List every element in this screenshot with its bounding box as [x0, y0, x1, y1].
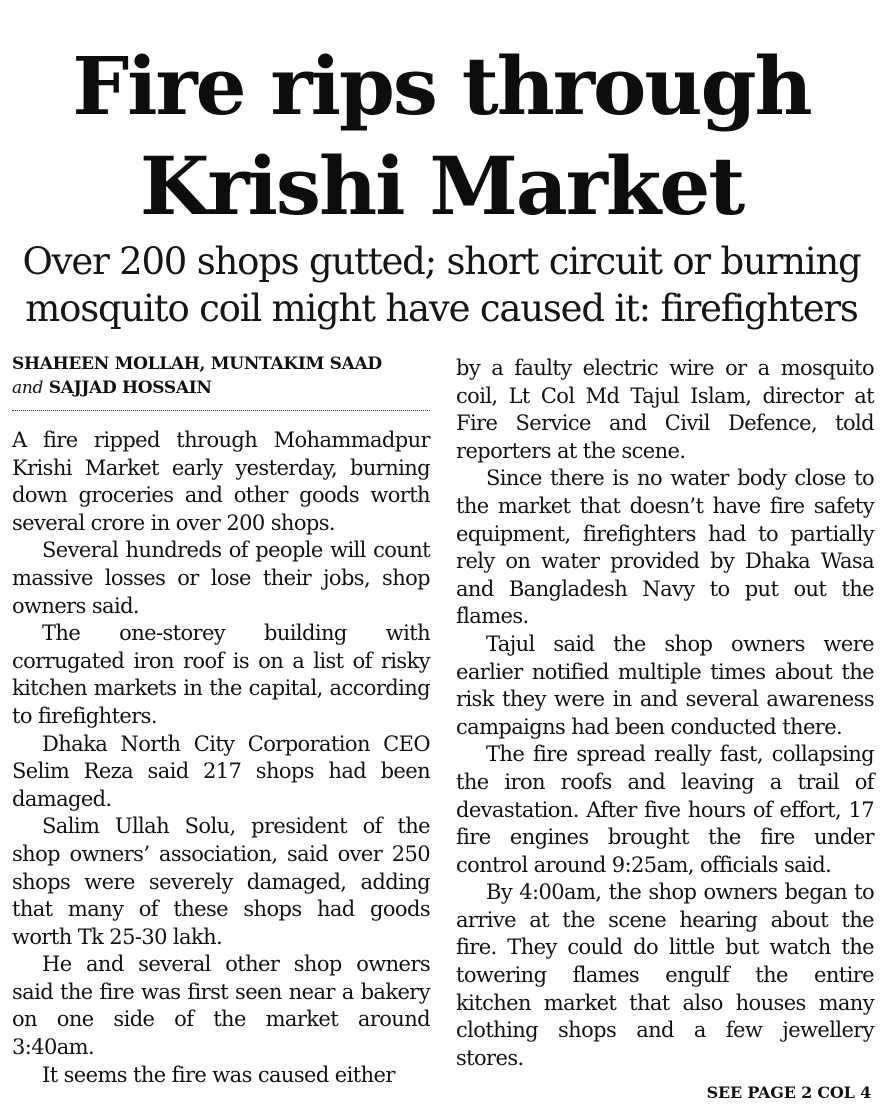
paragraph: Since there is no water body close to the market that doesn’t have fire safety equipment, firefighters had to partially rely on water provided by Dhaka Wasa and Bangladesh Navy to put out the flames. — [456, 466, 874, 629]
headline — [0, 36, 883, 236]
subheadline — [0, 238, 883, 332]
paragraph: Salim Ullah Solu, president of the shop owners’ association, said over 250 shops were severely damaged, adding that many of these shops had goods worth Tk 25-30 lakh. — [12, 814, 430, 949]
article-column-right — [456, 355, 874, 1072]
paragraph: Several hundreds of people will count massive losses or lose their jobs, shop owners said. — [12, 538, 430, 618]
byline-conjunction: and — [12, 378, 44, 398]
subheadline-line-2: mosquito coil might have caused it: firefighters — [25, 287, 858, 330]
paragraph: by a faulty electric wire or a mosquito coil, Lt Col Md Tajul Islam, director at Fire Service and Civil Defence, told reporters at the scene. — [456, 356, 874, 463]
byline-author-3: SAJJAD HOSSAIN — [48, 378, 212, 398]
paragraph: The fire spread really fast, collapsing the iron roofs and leaving a trail of devastation. After five hours of effort, 17 fire engines brought the fire under control around 9:25am, officials said. — [456, 742, 874, 877]
paragraph: By 4:00am, the shop owners began to arrive at the scene hearing about the fire. They could do little but watch the towering flames engulf the entire kitchen market that also houses many clothing shops and a few jewellery stores. — [456, 880, 874, 1070]
headline-line-2: Krishi Market — [139, 139, 744, 233]
article-column-left — [12, 427, 430, 1089]
subheadline-line-1: Over 200 shops gutted; short circuit or burning — [22, 240, 861, 283]
headline-line-1: Fire rips through — [72, 39, 811, 133]
byline-divider — [12, 410, 430, 411]
paragraph: Dhaka North City Corporation CEO Selim Reza said 217 shops had been damaged. — [12, 731, 430, 811]
paragraph: Tajul said the shop owners were earlier notified multiple times about the risk they were in and several awareness campaigns had been conducted there. — [456, 631, 874, 739]
continued-on-page-link[interactable]: SEE PAGE 2 COL 4 — [706, 1083, 871, 1102]
byline — [12, 352, 432, 400]
paragraph: He and several other shop owners said the fire was first seen near a bakery on one side of the market around 3:40am. — [12, 952, 430, 1060]
byline-line-2 — [12, 376, 432, 400]
paragraph: It seems the fire was caused either — [42, 1062, 395, 1087]
byline-line-1: SHAHEEN MOLLAH, MUNTAKIM SAAD — [12, 354, 382, 374]
paragraph: The one-storey building with corrugated iron roof is on a list of risky kitchen markets in the capital, according to firefighters. — [12, 621, 430, 728]
paragraph: A fire ripped through Mohammadpur Krishi Market early yesterday, burning down groceries and other goods worth several crore in over 200 shops. — [12, 428, 430, 535]
